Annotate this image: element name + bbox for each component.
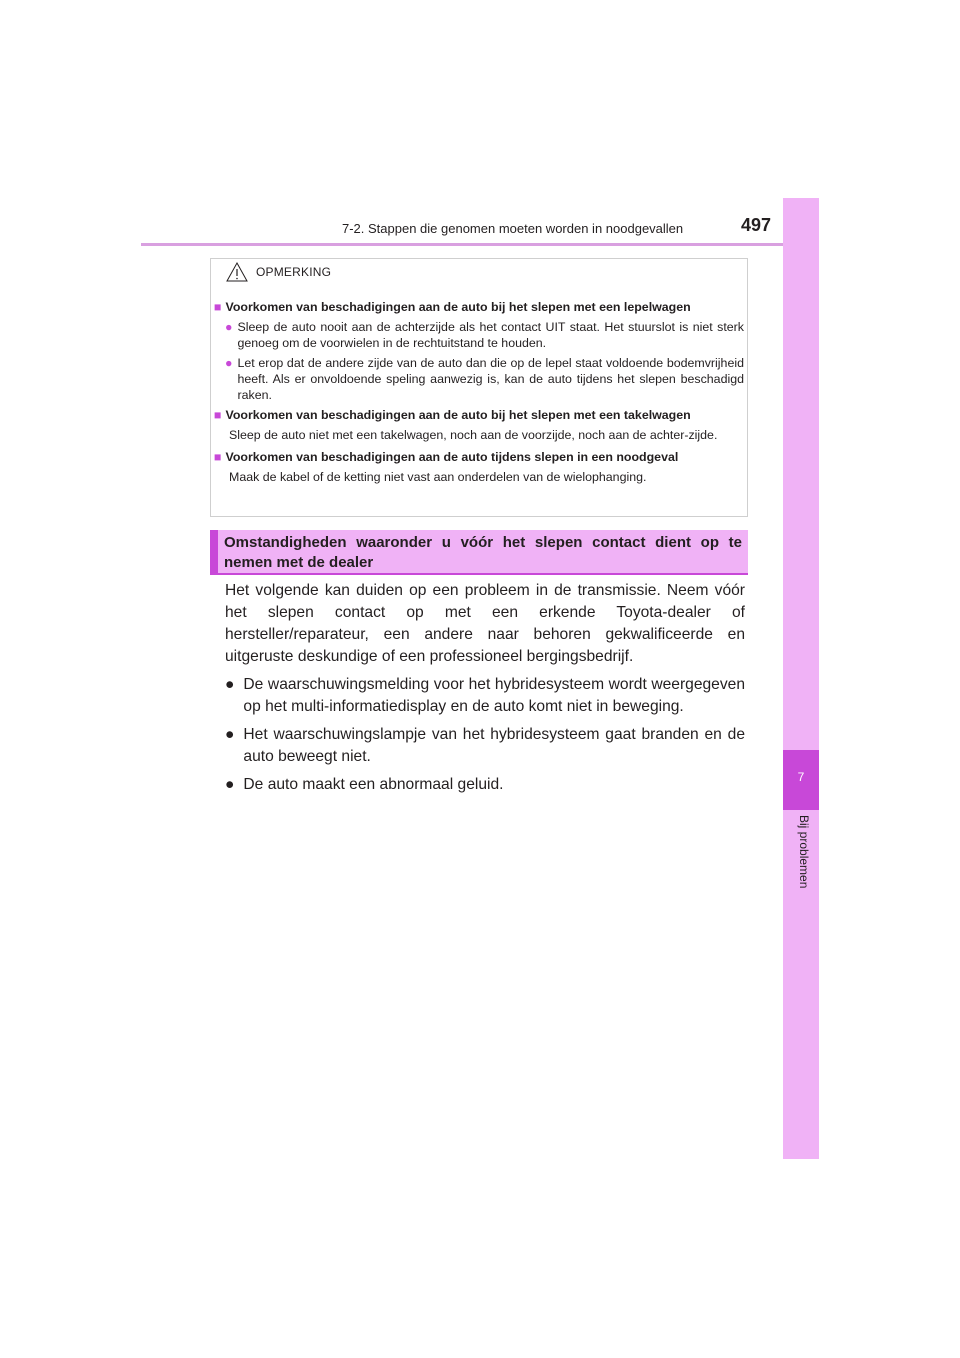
chapter-number: 7 xyxy=(797,770,805,784)
notice-paragraph: Maak de kabel of de ketting niet vast aan onderdelen van de wielophanging. xyxy=(229,470,647,484)
list-item xyxy=(225,774,745,796)
section-body xyxy=(225,580,745,802)
chapter-label: Bij problemen xyxy=(797,815,811,889)
notice-header xyxy=(226,258,331,286)
page-number: 497 xyxy=(741,215,772,235)
notice-bullet-text: Let erop dat de andere zijde van de auto dan die op de lepel staat voldoende bodemvrijheid heeft. Als er onvoldoende speling aanwezig is, kan de auto tijdens het slepen beschadigd raken. xyxy=(237,356,744,402)
list-item-text: De auto maakt een abnormaal geluid. xyxy=(243,776,504,793)
notice-bullet xyxy=(225,319,744,351)
square-bullet-icon: ■ xyxy=(214,300,222,314)
notice-item-heading xyxy=(214,407,744,423)
round-bullet-icon: ● xyxy=(225,356,233,370)
list-item-text: De waarschuwingsmelding voor het hybridesysteem wordt weergegeven op het multi-informatiedisplay en de auto komt niet in beweging. xyxy=(243,676,745,715)
section-heading-accent xyxy=(210,530,218,575)
notice-heading-text: Voorkomen van beschadigingen aan de auto bij het slepen met een lepelwagen xyxy=(225,300,691,314)
header-rule xyxy=(141,243,819,246)
square-bullet-icon: ■ xyxy=(214,450,222,464)
notice-bullet xyxy=(225,355,744,403)
notice-paragraph: Sleep de auto niet met een takelwagen, noch aan de voorzijde, noch aan de achter-zijde. xyxy=(229,428,718,442)
section-intro: Het volgende kan duiden op een probleem in de transmissie. Neem vóór het slepen contact op met een erkende Toyota-dealer of hersteller/reparateur, een andere naar behoren gekwalificeerde en uitgeruste deskundige of een professioneel bergingsbedrijf. xyxy=(225,582,745,665)
chapter-side-tab xyxy=(783,198,819,1159)
square-bullet-icon: ■ xyxy=(214,408,222,422)
list-item xyxy=(225,674,745,718)
running-header: 7-2. Stappen die genomen moeten worden in noodgevallen xyxy=(342,221,684,236)
notice-heading-text: Voorkomen van beschadigingen aan de auto bij het slepen met een takelwagen xyxy=(225,408,691,422)
round-bullet-icon: ● xyxy=(225,676,235,693)
notice-item-heading xyxy=(214,449,744,465)
section-heading: Omstandigheden waaronder u vóór het slepen contact dient op te nemen met de dealer xyxy=(224,534,742,571)
notice-heading-text: Voorkomen van beschadigingen aan de auto tijdens slepen in een noodgeval xyxy=(225,450,679,464)
round-bullet-icon: ● xyxy=(225,726,235,743)
notice-item-heading xyxy=(214,299,744,315)
round-bullet-icon: ● xyxy=(225,776,235,793)
notice-bullet-text: Sleep de auto nooit aan de achterzijde als het contact UIT staat. Het stuurslot is niet sterk genoeg om de voorwielen in de rechtuitstand te houden. xyxy=(237,320,744,350)
list-item-text: Het waarschuwingslampje van het hybridesysteem gaat branden en de auto beweegt niet. xyxy=(243,726,745,765)
round-bullet-icon: ● xyxy=(225,320,233,334)
notice-label: OPMERKING xyxy=(256,265,332,279)
notice-body xyxy=(214,299,744,491)
list-item xyxy=(225,724,745,768)
warning-triangle-icon xyxy=(226,261,248,283)
